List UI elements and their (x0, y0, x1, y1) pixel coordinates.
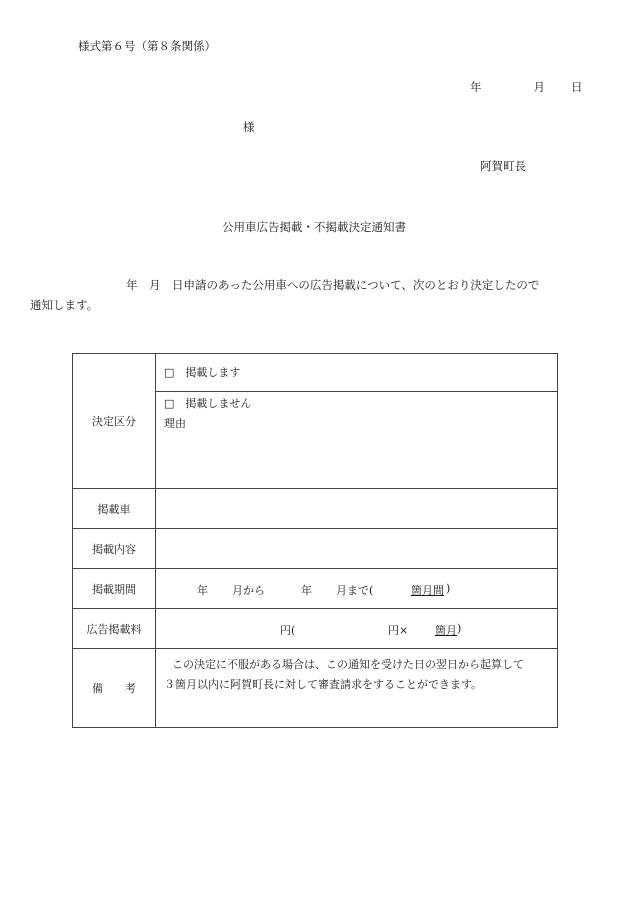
remarks-value (156, 649, 558, 728)
body-line-2: 通知します。 (30, 298, 99, 312)
date-day: 日 (571, 80, 583, 94)
date-month: 月 (533, 80, 545, 94)
fee-yen-open: 円( (280, 624, 296, 637)
addressee-suffix: 様 (243, 120, 255, 134)
remarks-line-1: この決定に不服がある場合は、この通知を受けた日の翌日から起算して (172, 658, 524, 671)
period-from-month: 月から (232, 584, 265, 597)
period-close: ) (446, 582, 451, 595)
option-publish: □ 掲載します (164, 366, 241, 379)
option-not-publish-cell (156, 392, 558, 489)
option-publish-cell (156, 354, 558, 392)
period-label: 掲載期間 (73, 569, 156, 609)
remarks-line-2: ３箇月以内に阿賀町長に対して審査請求をすることができます。 (164, 678, 483, 691)
content-label: 掲載内容 (73, 529, 156, 569)
document-title: 公用車広告掲載・不掲載決定通知書 (222, 220, 406, 234)
decision-table (72, 353, 558, 728)
decision-label: 決定区分 (73, 354, 156, 489)
option-not-publish: □ 掲載しません (164, 397, 252, 410)
remarks-label: 備 考 (73, 649, 156, 728)
body-paragraph (30, 275, 558, 315)
period-value (156, 569, 558, 609)
fee-value (156, 609, 558, 649)
fee-close: ) (457, 622, 462, 635)
period-months: 箇月間 (411, 584, 444, 597)
issuer-name: 阿賀町長 (480, 159, 526, 173)
fee-yen-times: 円× (388, 624, 409, 637)
body-line-1: 年 月 日申請のあった公用車への広告掲載について、次のとおり決定したので (126, 278, 540, 292)
fee-months: 箇月 (435, 624, 457, 637)
reason-label: 理由 (164, 417, 186, 430)
date-line (470, 79, 583, 95)
vehicle-value (156, 489, 558, 529)
period-from-year: 年 (197, 584, 208, 597)
fee-label: 広告掲載料 (73, 609, 156, 649)
vehicle-label: 掲載車 (73, 489, 156, 529)
period-to-month: 月まで( (336, 584, 374, 597)
content-value (156, 529, 558, 569)
date-year: 年 (470, 80, 482, 94)
form-number: 様式第６号（第８条関係） (78, 39, 216, 53)
period-to-year: 年 (301, 584, 312, 597)
